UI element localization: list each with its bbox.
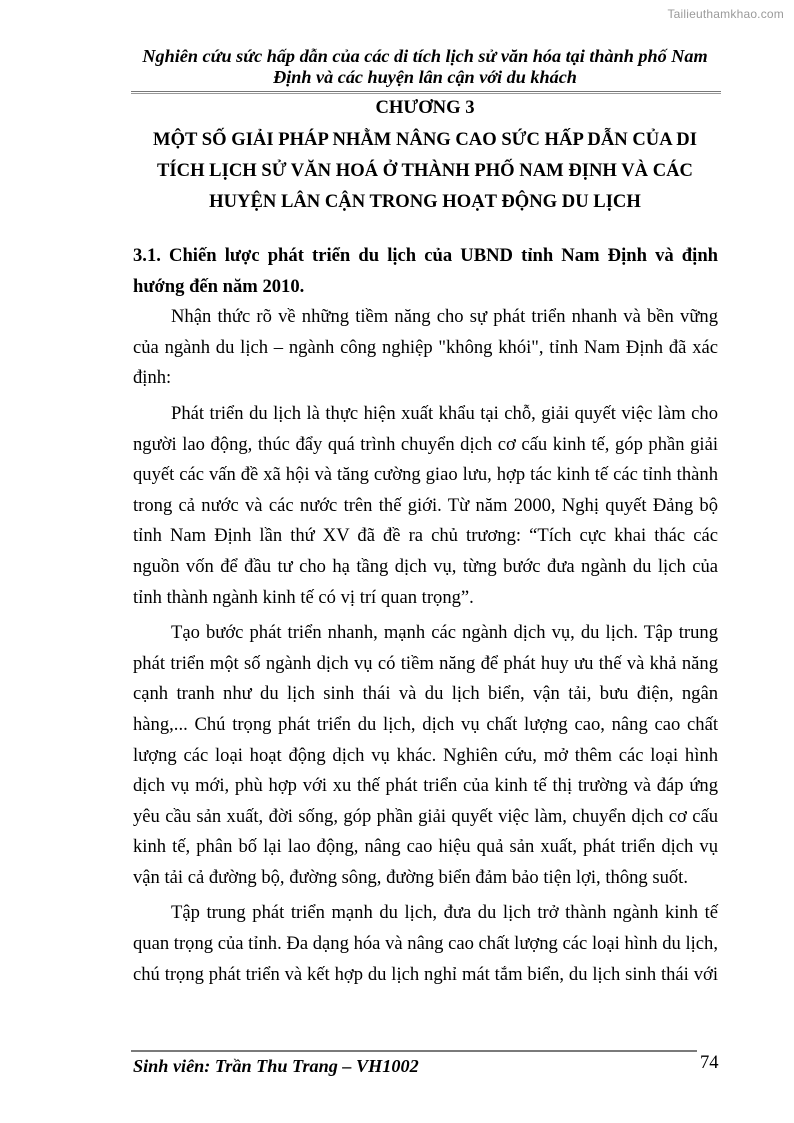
paragraph [133,898,718,990]
running-header [130,46,720,88]
section-heading-line: 3.1. Chiến lược phát triển du lịch của UBND tỉnh Nam Định và định [133,245,718,266]
paragraph-line: nguồn vốn để đầu tư cho hạ tầng dịch vụ, từng bước đưa ngành du lịch của [133,555,718,577]
paragraph-line: lượng các loại hoạt động dịch vụ khác. Nghiên cứu, mở thêm các loại hình [133,744,718,766]
paragraph-line: Phát triển du lịch là thực hiện xuất khẩu tại chỗ, giải quyết việc làm cho [171,402,718,424]
footer-author: Sinh viên: Trần Thu Trang – VH1002 [133,1056,419,1076]
paragraph [133,618,718,893]
paragraph-line: dịch vụ mới, phù hợp với xu thế phát triển của kinh tế thị trường và đáp ứng [133,775,718,797]
chapter-title-line: MỘT SỐ GIẢI PHÁP NHẰM NÂNG CAO SỨC HẤP DẪN CỦA DI [153,129,697,150]
chapter-title-line: TÍCH LỊCH SỬ VĂN HOÁ Ở THÀNH PHỐ NAM ĐỊNH VÀ CÁC [157,160,693,181]
page-number: 74 [700,1052,719,1073]
paragraph-line: cạnh tranh như du lịch sinh thái và du lịch biển, vận tải, bưu điện, ngân [133,683,718,705]
paragraph-line: định: [133,367,172,389]
chapter-title-line: HUYỆN LÂN CẬN TRONG HOẠT ĐỘNG DU LỊCH [209,191,641,212]
paragraph-line: quan trọng của tỉnh. Đa dạng hóa và nâng cao chất lượng các loại hình du lịch, [133,933,718,955]
paragraph-line: chú trọng phát triển và kết hợp du lịch nghỉ mát tắm biển, du lịch sinh thái với [133,963,718,985]
running-header-line: Nghiên cứu sức hấp dẫn của các di tích lịch sử văn hóa tại thành phố Nam [142,46,708,66]
section-heading-line: hướng đến năm 2010. [133,275,305,297]
paragraph-line: Nhận thức rõ về những tiềm năng cho sự phát triển nhanh và bền vững [171,306,718,328]
watermark: Tailieuthamkhao.com [667,7,784,21]
header-divider [131,91,721,94]
section-heading [133,241,718,302]
paragraph-line: yêu cầu sản xuất, đời sống, góp phần giải quyết việc làm, chuyển dịch cơ cấu [133,805,718,827]
paragraph [133,399,718,613]
chapter-label: CHƯƠNG 3 [375,97,475,118]
paragraph-line: tỉnh Nam Định lần thứ XV đã đề ra chủ trương: “Tích cực khai thác các [133,525,718,547]
paragraph-line: Tạo bước phát triển nhanh, mạnh các ngành dịch vụ, du lịch. Tập trung [171,622,718,644]
paragraph-line: tỉnh thành ngành kinh tế có vị trí quan trọng”. [133,586,474,608]
paragraph-line: phát triển một số ngành dịch vụ có tiềm năng để phát huy ưu thế và khả năng [133,652,718,674]
paragraph-line: hàng,... Chú trọng phát triển du lịch, dịch vụ chất lượng cao, nâng cao chất [133,713,718,735]
paragraph-line: người lao động, thúc đẩy quá trình chuyển dịch cơ cấu kinh tế, góp phần giải [133,433,718,455]
paragraph-line: của ngành du lịch – ngành công nghiệp "không khói", tỉnh Nam Định đã xác [133,336,718,358]
chapter-title [130,124,720,217]
page-body [133,241,718,995]
paragraph-line: vận tải cả đường bộ, đường sông, đường biển đảm bảo tiện lợi, thông suốt. [133,866,688,888]
paragraph [133,302,718,394]
paragraph-line: quyết các vấn đề xã hội và tăng cường giao lưu, hợp tác kinh tế các tỉnh thành [133,464,718,486]
running-header-line: Định và các huyện lân cận với du khách [273,67,577,87]
paragraph-line: Tập trung phát triển mạnh du lịch, đưa du lịch trở thành ngành kinh tế [171,902,718,924]
paragraph-line: kinh tế, phân bố lại lao động, nâng cao hiệu quả sản xuất, phát triển dịch vụ [133,836,718,858]
paragraph-line: trong cả nước và các nước trên thế giới. Từ năm 2000, Nghị quyết Đảng bộ [133,494,718,516]
footer-divider [131,1050,697,1052]
